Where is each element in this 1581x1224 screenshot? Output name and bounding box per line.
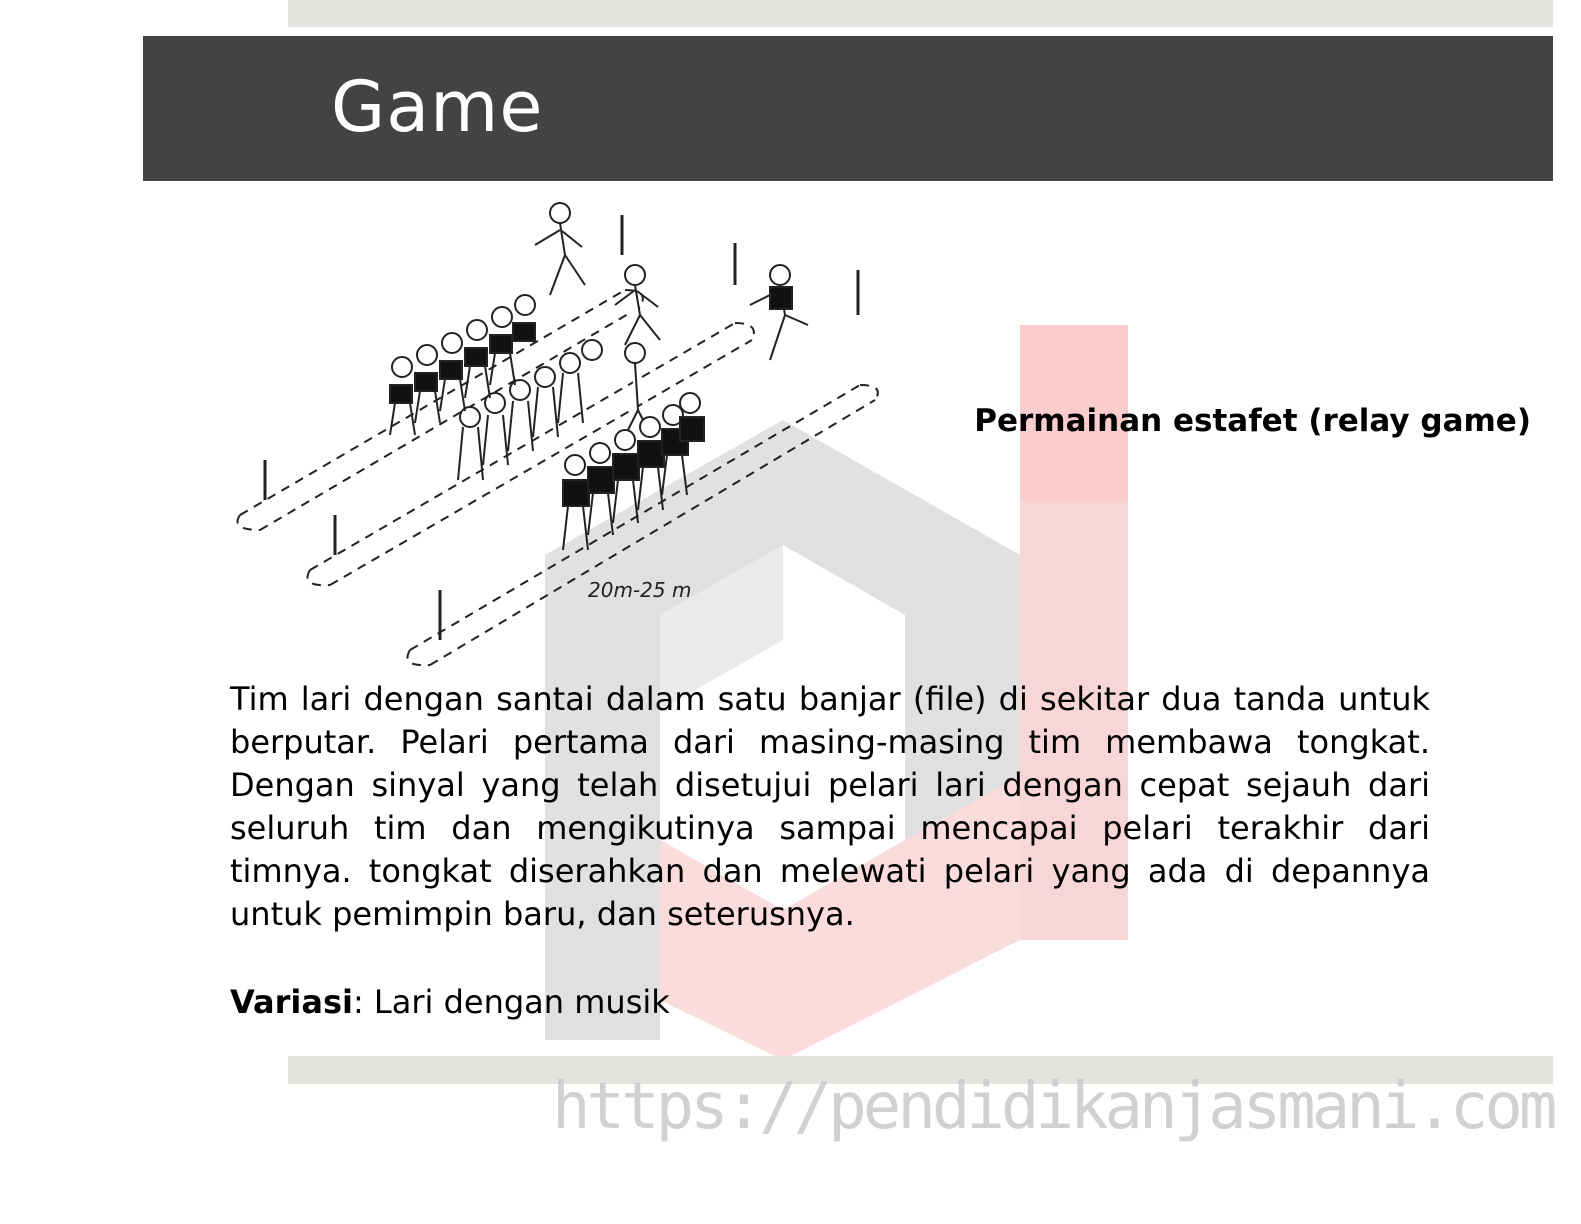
variation-label: Variasi: [230, 983, 353, 1021]
description-paragraph: Tim lari dengan santai dalam satu banjar (file) di sekitar dua tanda untuk berputar. Pelari pertama dari masing-masing tim membawa tongkat. Dengan sinyal yang telah disetujui pelari lari dengan cepat sejauh dari seluruh tim dan mengikutinya sampai mencapai pelari terakhir dari timnya. tongkat diserahkan dan melewati pelari yang ada di depannya untuk pemimpin baru, dan seterusnya.: [230, 680, 1430, 933]
header-bar: [143, 36, 1553, 181]
distance-label: 20m-25 m: [588, 578, 692, 602]
variation-text: Lari dengan musik: [363, 983, 670, 1021]
slide-title: Game: [331, 66, 544, 148]
figure-caption: Permainan estafet (relay game): [974, 403, 1531, 439]
relay-runners-illustration-icon: [230, 195, 910, 685]
variation-line: [230, 983, 670, 1021]
watermark-url: https://pendidikanjasmani.com: [552, 1070, 1554, 1144]
top-decorative-strip: [288, 0, 1553, 27]
variation-separator: :: [352, 983, 364, 1021]
